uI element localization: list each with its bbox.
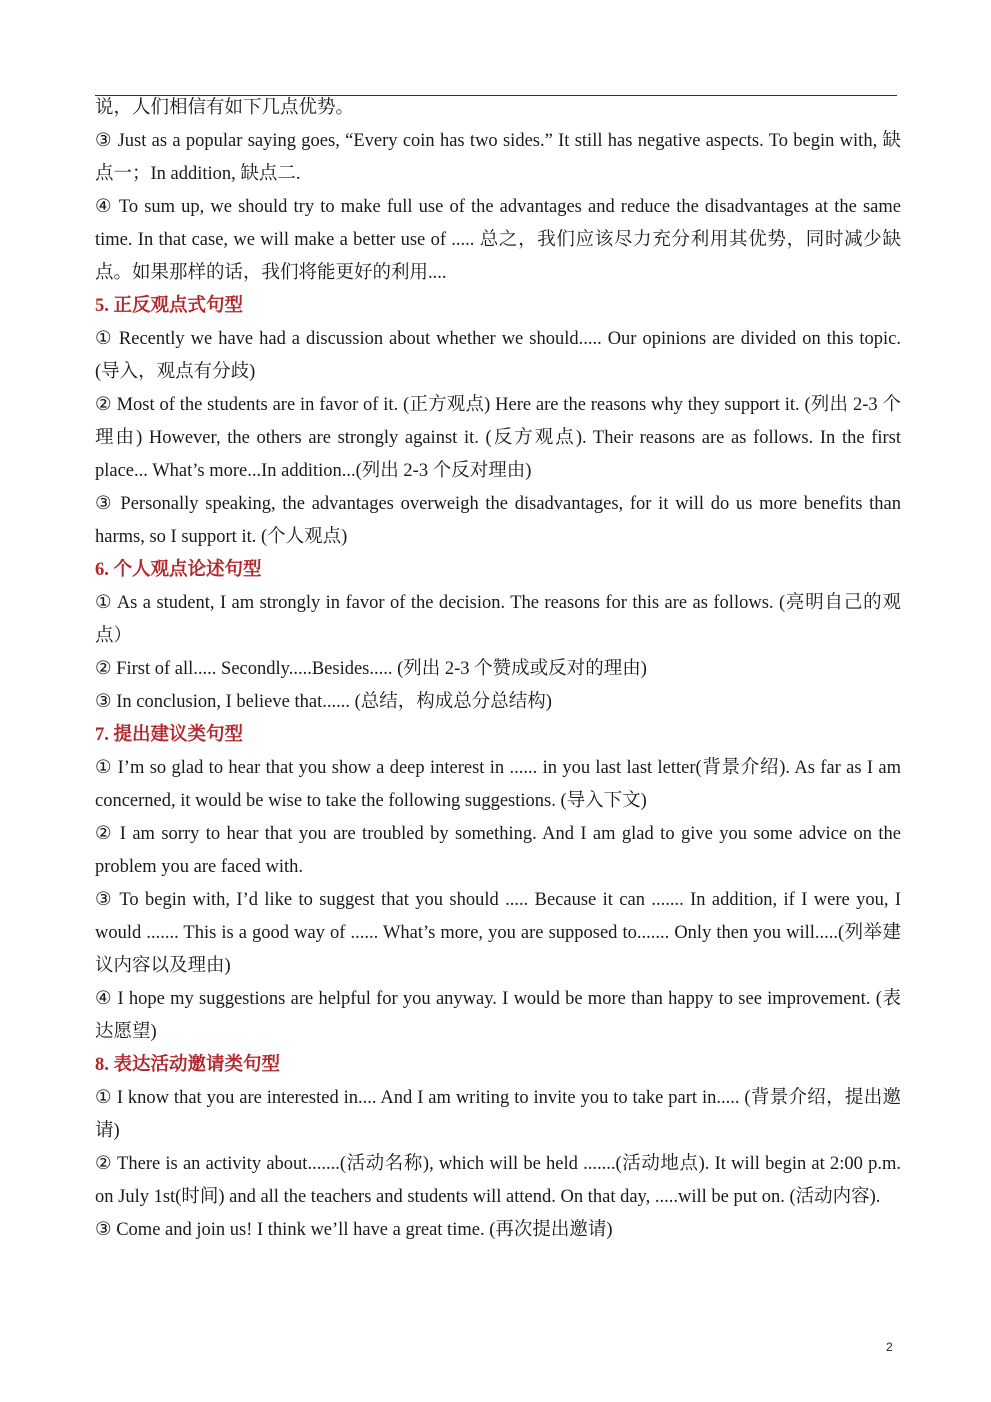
paragraph: ① I know that you are interested in.... And I am writing to invite you to take part in..... (背景介绍，提出邀请) xyxy=(95,1088,901,1141)
paragraph: ④ I hope my suggestions are helpful for you anyway. I would be more than happy to see improvement. (表达愿望) xyxy=(95,989,901,1042)
paragraph: ③ Personally speaking, the advantages overweigh the disadvantages, for it will do us more benefits than harms, so I support it. (个人观点) xyxy=(95,494,901,547)
paragraph: ② There is an activity about.......(活动名称), which will be held .......(活动地点). It will begin at 2:00 p.m. on July 1st(时间) and all the teachers and students will attend. On that day, .....will be put on. (活动内容). xyxy=(95,1154,901,1207)
paragraph: ② Most of the students are in favor of it. (正方观点) Here are the reasons why they support it. (列出 2-3 个理由) However, the others are strongly against it. (反方观点). Their reasons are as follows. In the first place... What’s more...In addition...(列出 2-3 个反对理由) xyxy=(95,395,901,481)
section-heading: 5. 正反观点式句型 xyxy=(95,296,244,316)
paragraph: ④ To sum up, we should try to make full use of the advantages and reduce the disadvantages at the same time. In that case, we will make a better use of ..... 总之，我们应该尽力充分利用其优势，同时减少缺点。如果那样的话，我们将能更好的利用.... xyxy=(95,197,901,283)
page-number: 2 xyxy=(886,1340,893,1354)
paragraph: ① As a student, I am strongly in favor of the decision. The reasons for this are as follows. (亮明自己的观点） xyxy=(95,593,901,646)
section-heading: 6. 个人观点论述句型 xyxy=(95,560,262,580)
section-heading: 8. 表达活动邀请类句型 xyxy=(95,1055,281,1075)
paragraph: ① I’m so glad to hear that you show a deep interest in ...... in you last last letter(背景介绍). As far as I am concerned, it would be wise to take the following suggestions. (导入下文) xyxy=(95,758,901,811)
paragraph: ③ In conclusion, I believe that...... (总结，构成总分总结构) xyxy=(95,692,552,712)
paragraph: ① Recently we have had a discussion about whether we should..... Our opinions are divided on this topic. (导入，观点有分歧) xyxy=(95,329,901,382)
paragraph: ③ Just as a popular saying goes, “Every coin has two sides.” It still has negative aspects. To begin with, 缺点一；In addition, 缺点二. xyxy=(95,131,901,184)
paragraph: ③ Come and join us! I think we’ll have a great time. (再次提出邀请) xyxy=(95,1220,613,1240)
paragraph: ③ To begin with, I’d like to suggest that you should ..... Because it can ....... In addition, if I were you, I would ....... This is a good way of ...... What’s more, you are supposed to....... Only then you will.....(列举建议内容以及理由) xyxy=(95,890,901,976)
section-heading: 7. 提出建议类句型 xyxy=(95,725,244,745)
paragraph: ② I am sorry to hear that you are troubled by something. And I am glad to give you some advice on the problem you are faced with. xyxy=(95,824,901,877)
document-body xyxy=(95,92,901,1247)
paragraph: ② First of all..... Secondly.....Besides..... (列出 2-3 个赞成或反对的理由) xyxy=(95,659,647,679)
paragraph: 说，人们相信有如下几点优势。 xyxy=(95,98,355,118)
